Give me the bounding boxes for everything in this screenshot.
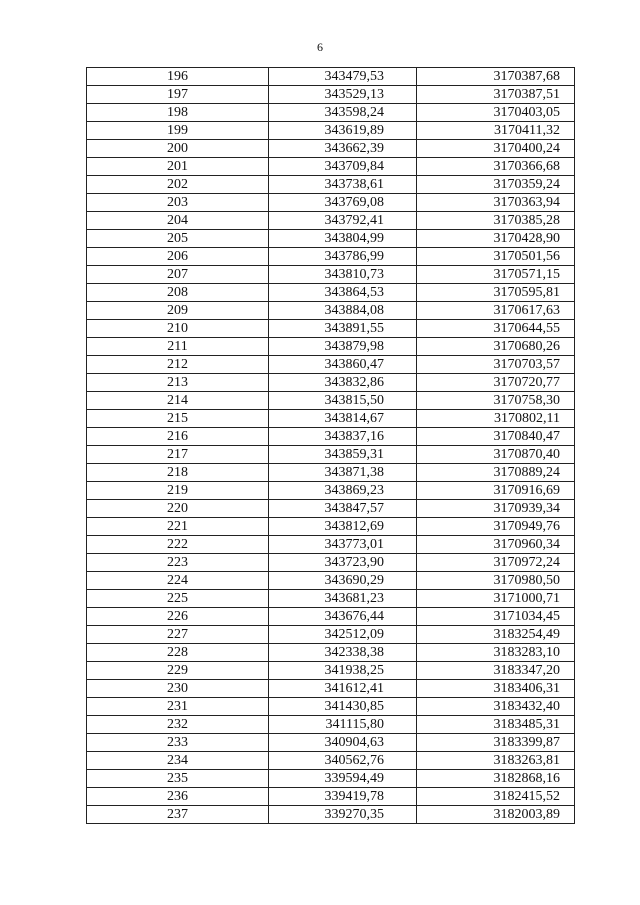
table-row (87, 284, 575, 302)
table-row (87, 248, 575, 266)
table-row (87, 230, 575, 248)
y-coordinate-cell: 3170359,24 (417, 176, 575, 194)
x-coordinate-cell: 339419,78 (269, 788, 417, 806)
x-coordinate-cell: 343859,31 (269, 446, 417, 464)
point-number-cell: 235 (87, 770, 269, 788)
y-coordinate-cell: 3183347,20 (417, 662, 575, 680)
point-number-cell: 204 (87, 212, 269, 230)
y-coordinate-cell: 3170617,63 (417, 302, 575, 320)
point-number-cell: 220 (87, 500, 269, 518)
y-coordinate-cell: 3183254,49 (417, 626, 575, 644)
y-coordinate-cell: 3170501,56 (417, 248, 575, 266)
coordinates-table (86, 67, 575, 824)
table-row (87, 338, 575, 356)
table-row (87, 572, 575, 590)
x-coordinate-cell: 343810,73 (269, 266, 417, 284)
point-number-cell: 223 (87, 554, 269, 572)
point-number-cell: 218 (87, 464, 269, 482)
coordinates-table-body (87, 68, 575, 824)
point-number-cell: 234 (87, 752, 269, 770)
y-coordinate-cell: 3183283,10 (417, 644, 575, 662)
point-number-cell: 221 (87, 518, 269, 536)
table-row (87, 194, 575, 212)
table-row (87, 698, 575, 716)
table-row (87, 626, 575, 644)
x-coordinate-cell: 341938,25 (269, 662, 417, 680)
point-number-cell: 219 (87, 482, 269, 500)
y-coordinate-cell: 3183432,40 (417, 698, 575, 716)
x-coordinate-cell: 343891,55 (269, 320, 417, 338)
table-row (87, 212, 575, 230)
x-coordinate-cell: 343738,61 (269, 176, 417, 194)
x-coordinate-cell: 343884,08 (269, 302, 417, 320)
table-row (87, 266, 575, 284)
table-row (87, 590, 575, 608)
point-number-cell: 197 (87, 86, 269, 104)
table-row (87, 464, 575, 482)
y-coordinate-cell: 3170400,24 (417, 140, 575, 158)
point-number-cell: 226 (87, 608, 269, 626)
x-coordinate-cell: 343773,01 (269, 536, 417, 554)
point-number-cell: 203 (87, 194, 269, 212)
x-coordinate-cell: 340562,76 (269, 752, 417, 770)
table-row (87, 392, 575, 410)
point-number-cell: 207 (87, 266, 269, 284)
y-coordinate-cell: 3171034,45 (417, 608, 575, 626)
table-row (87, 320, 575, 338)
table-row (87, 752, 575, 770)
table-row (87, 536, 575, 554)
y-coordinate-cell: 3170980,50 (417, 572, 575, 590)
x-coordinate-cell: 343786,99 (269, 248, 417, 266)
y-coordinate-cell: 3170720,77 (417, 374, 575, 392)
point-number-cell: 233 (87, 734, 269, 752)
y-coordinate-cell: 3170916,69 (417, 482, 575, 500)
y-coordinate-cell: 3182003,89 (417, 806, 575, 824)
point-number-cell: 231 (87, 698, 269, 716)
point-number-cell: 212 (87, 356, 269, 374)
x-coordinate-cell: 343709,84 (269, 158, 417, 176)
table-row (87, 716, 575, 734)
x-coordinate-cell: 343837,16 (269, 428, 417, 446)
y-coordinate-cell: 3170363,94 (417, 194, 575, 212)
y-coordinate-cell: 3182415,52 (417, 788, 575, 806)
y-coordinate-cell: 3170366,68 (417, 158, 575, 176)
point-number-cell: 232 (87, 716, 269, 734)
x-coordinate-cell: 343879,98 (269, 338, 417, 356)
table-row (87, 176, 575, 194)
y-coordinate-cell: 3183485,31 (417, 716, 575, 734)
point-number-cell: 209 (87, 302, 269, 320)
point-number-cell: 217 (87, 446, 269, 464)
table-row (87, 644, 575, 662)
y-coordinate-cell: 3170960,34 (417, 536, 575, 554)
x-coordinate-cell: 343529,13 (269, 86, 417, 104)
x-coordinate-cell: 343690,29 (269, 572, 417, 590)
table-row (87, 302, 575, 320)
point-number-cell: 198 (87, 104, 269, 122)
table-row (87, 788, 575, 806)
table-row (87, 68, 575, 86)
y-coordinate-cell: 3182868,16 (417, 770, 575, 788)
x-coordinate-cell: 339270,35 (269, 806, 417, 824)
y-coordinate-cell: 3170595,81 (417, 284, 575, 302)
table-row (87, 608, 575, 626)
x-coordinate-cell: 343662,39 (269, 140, 417, 158)
y-coordinate-cell: 3170703,57 (417, 356, 575, 374)
y-coordinate-cell: 3170571,15 (417, 266, 575, 284)
y-coordinate-cell: 3170387,51 (417, 86, 575, 104)
point-number-cell: 202 (87, 176, 269, 194)
x-coordinate-cell: 343847,57 (269, 500, 417, 518)
x-coordinate-cell: 340904,63 (269, 734, 417, 752)
x-coordinate-cell: 342338,38 (269, 644, 417, 662)
x-coordinate-cell: 343814,67 (269, 410, 417, 428)
x-coordinate-cell: 343676,44 (269, 608, 417, 626)
point-number-cell: 236 (87, 788, 269, 806)
y-coordinate-cell: 3170387,68 (417, 68, 575, 86)
point-number-cell: 216 (87, 428, 269, 446)
y-coordinate-cell: 3183399,87 (417, 734, 575, 752)
x-coordinate-cell: 343812,69 (269, 518, 417, 536)
x-coordinate-cell: 343869,23 (269, 482, 417, 500)
table-row (87, 104, 575, 122)
y-coordinate-cell: 3183263,81 (417, 752, 575, 770)
table-row (87, 356, 575, 374)
table-row (87, 482, 575, 500)
x-coordinate-cell: 343479,53 (269, 68, 417, 86)
table-row (87, 806, 575, 824)
point-number-cell: 214 (87, 392, 269, 410)
table-row (87, 446, 575, 464)
point-number-cell: 196 (87, 68, 269, 86)
point-number-cell: 215 (87, 410, 269, 428)
x-coordinate-cell: 341115,80 (269, 716, 417, 734)
x-coordinate-cell: 341612,41 (269, 680, 417, 698)
point-number-cell: 230 (87, 680, 269, 698)
table-row (87, 410, 575, 428)
point-number-cell: 201 (87, 158, 269, 176)
y-coordinate-cell: 3170802,11 (417, 410, 575, 428)
x-coordinate-cell: 343871,38 (269, 464, 417, 482)
x-coordinate-cell: 341430,85 (269, 698, 417, 716)
point-number-cell: 228 (87, 644, 269, 662)
x-coordinate-cell: 343681,23 (269, 590, 417, 608)
x-coordinate-cell: 343832,86 (269, 374, 417, 392)
point-number-cell: 225 (87, 590, 269, 608)
y-coordinate-cell: 3170840,47 (417, 428, 575, 446)
point-number-cell: 206 (87, 248, 269, 266)
table-row (87, 374, 575, 392)
x-coordinate-cell: 343792,41 (269, 212, 417, 230)
point-number-cell: 199 (87, 122, 269, 140)
table-row (87, 86, 575, 104)
table-row (87, 554, 575, 572)
y-coordinate-cell: 3170411,32 (417, 122, 575, 140)
y-coordinate-cell: 3170385,28 (417, 212, 575, 230)
point-number-cell: 210 (87, 320, 269, 338)
point-number-cell: 213 (87, 374, 269, 392)
x-coordinate-cell: 342512,09 (269, 626, 417, 644)
x-coordinate-cell: 343769,08 (269, 194, 417, 212)
table-row (87, 428, 575, 446)
y-coordinate-cell: 3171000,71 (417, 590, 575, 608)
y-coordinate-cell: 3170428,90 (417, 230, 575, 248)
table-row (87, 518, 575, 536)
table-row (87, 122, 575, 140)
point-number-cell: 237 (87, 806, 269, 824)
table-row (87, 158, 575, 176)
y-coordinate-cell: 3170403,05 (417, 104, 575, 122)
page-number: 6 (317, 40, 323, 54)
y-coordinate-cell: 3170870,40 (417, 446, 575, 464)
point-number-cell: 227 (87, 626, 269, 644)
table-row (87, 770, 575, 788)
y-coordinate-cell: 3170758,30 (417, 392, 575, 410)
point-number-cell: 224 (87, 572, 269, 590)
point-number-cell: 205 (87, 230, 269, 248)
point-number-cell: 208 (87, 284, 269, 302)
y-coordinate-cell: 3170644,55 (417, 320, 575, 338)
x-coordinate-cell: 343804,99 (269, 230, 417, 248)
y-coordinate-cell: 3170889,24 (417, 464, 575, 482)
y-coordinate-cell: 3170949,76 (417, 518, 575, 536)
x-coordinate-cell: 343860,47 (269, 356, 417, 374)
x-coordinate-cell: 343619,89 (269, 122, 417, 140)
x-coordinate-cell: 343598,24 (269, 104, 417, 122)
y-coordinate-cell: 3170680,26 (417, 338, 575, 356)
table-row (87, 734, 575, 752)
table-row (87, 140, 575, 158)
y-coordinate-cell: 3170972,24 (417, 554, 575, 572)
y-coordinate-cell: 3183406,31 (417, 680, 575, 698)
table-row (87, 662, 575, 680)
point-number-cell: 211 (87, 338, 269, 356)
point-number-cell: 229 (87, 662, 269, 680)
y-coordinate-cell: 3170939,34 (417, 500, 575, 518)
x-coordinate-cell: 339594,49 (269, 770, 417, 788)
x-coordinate-cell: 343864,53 (269, 284, 417, 302)
point-number-cell: 222 (87, 536, 269, 554)
x-coordinate-cell: 343723,90 (269, 554, 417, 572)
table-row (87, 680, 575, 698)
point-number-cell: 200 (87, 140, 269, 158)
x-coordinate-cell: 343815,50 (269, 392, 417, 410)
table-row (87, 500, 575, 518)
